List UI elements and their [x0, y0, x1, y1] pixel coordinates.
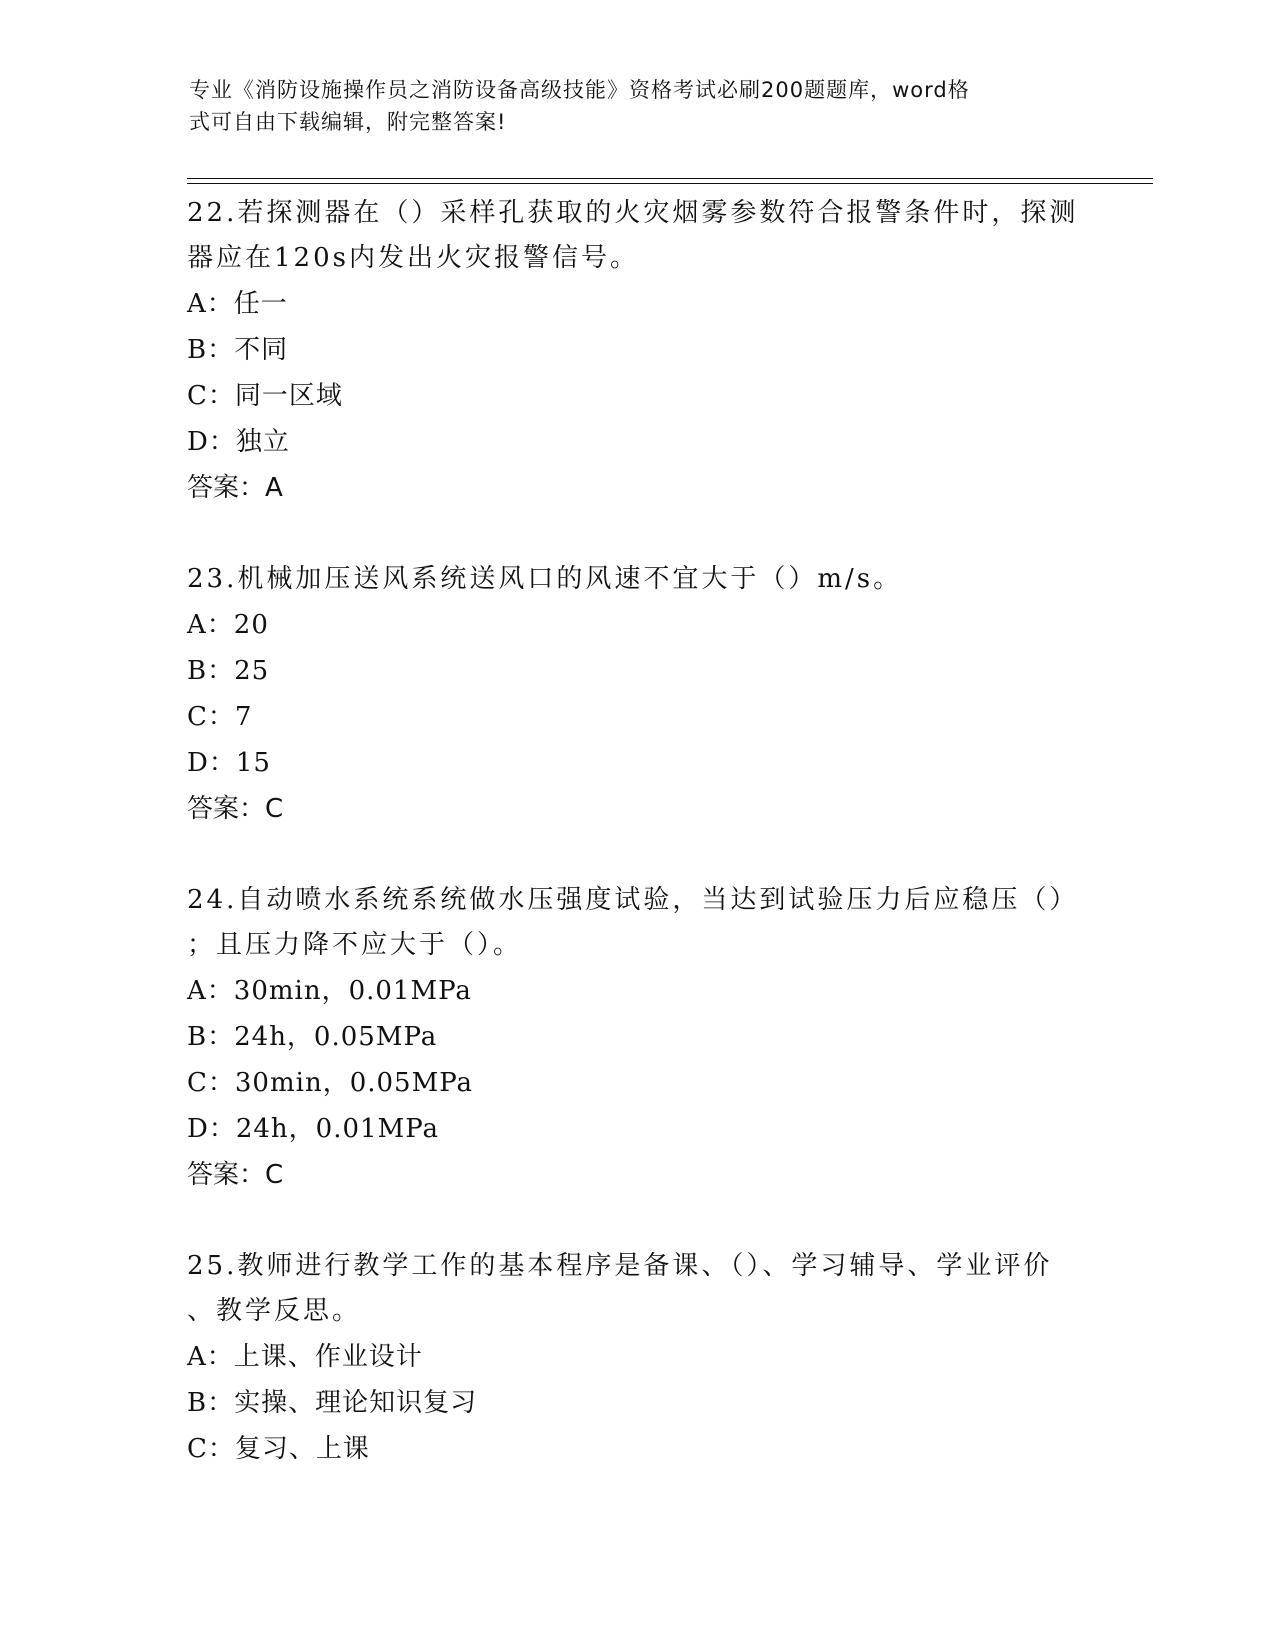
question-text-line: 25.教师进行教学工作的基本程序是备课、（）、学习辅导、学业评价	[187, 1251, 1053, 1281]
document-header	[189, 74, 1089, 138]
option-c: C：7	[187, 702, 253, 732]
question-text-line: ；且压力降不应大于（）。	[187, 930, 523, 960]
option-d: D：24h，0.01MPa	[187, 1114, 440, 1144]
option-d: D：15	[187, 748, 271, 778]
option-d: D：独立	[187, 427, 290, 457]
option-b: B：24h，0.05MPa	[187, 1022, 438, 1052]
option-c: C：复习、上课	[187, 1434, 370, 1464]
header-line-2: 式可自由下载编辑，附完整答案!	[189, 110, 507, 134]
option-a: A：20	[187, 610, 269, 640]
question-text-line: 、教学反思。	[187, 1296, 362, 1326]
option-c: C：同一区域	[187, 381, 343, 411]
option-b: B：25	[187, 656, 270, 686]
question-22	[187, 191, 1087, 511]
answer-label: 答案：C	[187, 1160, 284, 1190]
option-a: A：30min，0.01MPa	[187, 976, 472, 1006]
question-text-line: 24.自动喷水系统系统做水压强度试验，当达到试验压力后应稳压（）	[187, 885, 1079, 915]
answer-label: 答案：A	[187, 473, 283, 503]
question-25	[187, 1244, 1087, 1472]
question-text-line: 23.机械加压送风系统送风口的风速不宜大于（）m/s。	[187, 564, 903, 594]
option-b: B：实操、理论知识复习	[187, 1388, 478, 1418]
option-c: C：30min，0.05MPa	[187, 1068, 474, 1098]
header-rule-top	[187, 178, 1153, 179]
header-line-1: 专业《消防设施操作员之消防设备高级技能》资格考试必刷200题题库，word格	[189, 78, 970, 102]
question-text-line: 器应在120s内发出火灾报警信号。	[187, 243, 639, 273]
header-rule-bottom	[187, 183, 1153, 184]
question-text-line: 22.若探测器在（）采样孔获取的火灾烟雾参数符合报警条件时，探测	[187, 198, 1079, 228]
option-b: B：不同	[187, 335, 289, 365]
option-a: A：上课、作业设计	[187, 1342, 423, 1372]
answer-label: 答案：C	[187, 794, 284, 824]
question-list	[187, 191, 1087, 1518]
question-24	[187, 878, 1087, 1198]
option-a: A：任一	[187, 289, 288, 319]
question-23	[187, 557, 1087, 832]
